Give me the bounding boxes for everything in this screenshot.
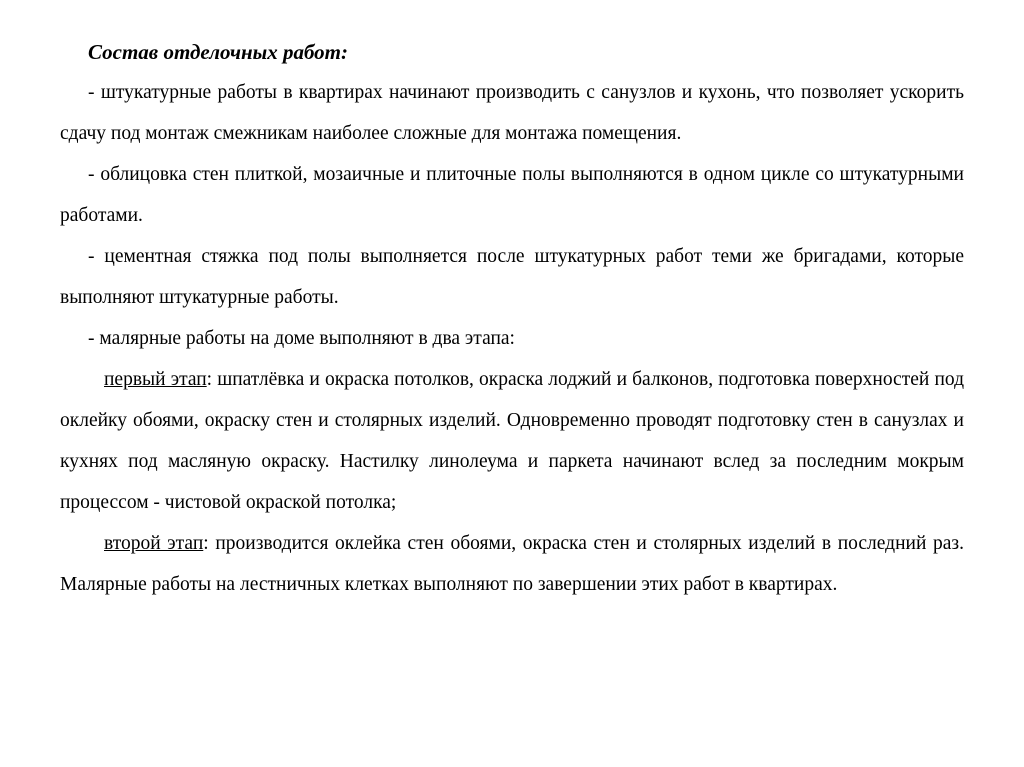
stage-two-label: второй этап (104, 533, 204, 554)
paragraph-tiling: - облицовка стен плиткой, мозаичные и плиточные полы выполняются в одном цикле со штукатурными работами. (60, 164, 964, 226)
paragraph-plastering: - штукатурные работы в квартирах начинают производить с санузлов и кухонь, что позволяет ускорить сдачу под монтаж смежникам наиболее сложные для монтажа помещения. (60, 82, 964, 144)
paragraph-painting: - малярные работы на доме выполняют в два этапа: (88, 328, 515, 349)
stage-one-label: первый этап (104, 369, 207, 390)
paragraph-screed: - цементная стяжка под полы выполняется после штукатурных работ теми же бригадами, которые выполняют штукатурные работы. (60, 246, 964, 308)
stage-one-text: : шпатлёвка и окраска потолков, окраска лоджий и балконов, подготовка поверхностей под оклейку обоями, окраску стен и столярных изделий. Одновременно проводят подготовку стен в санузлах и кухнях под масляную окраску. Настилку линолеума и паркета начинают вслед за последним мокрым процессом - чистовой окраской потолка; (60, 369, 964, 513)
paragraph-stage-one (60, 359, 964, 523)
document-title: Состав отделочных работ: (88, 40, 348, 64)
document-page (60, 38, 964, 605)
paragraph-stage-two (60, 523, 964, 605)
stage-two-text: : производится оклейка стен обоями, окраска стен и столярных изделий в последний раз. Малярные работы на лестничных клетках выполняют по завершении этих работ в квартирах. (60, 533, 965, 595)
